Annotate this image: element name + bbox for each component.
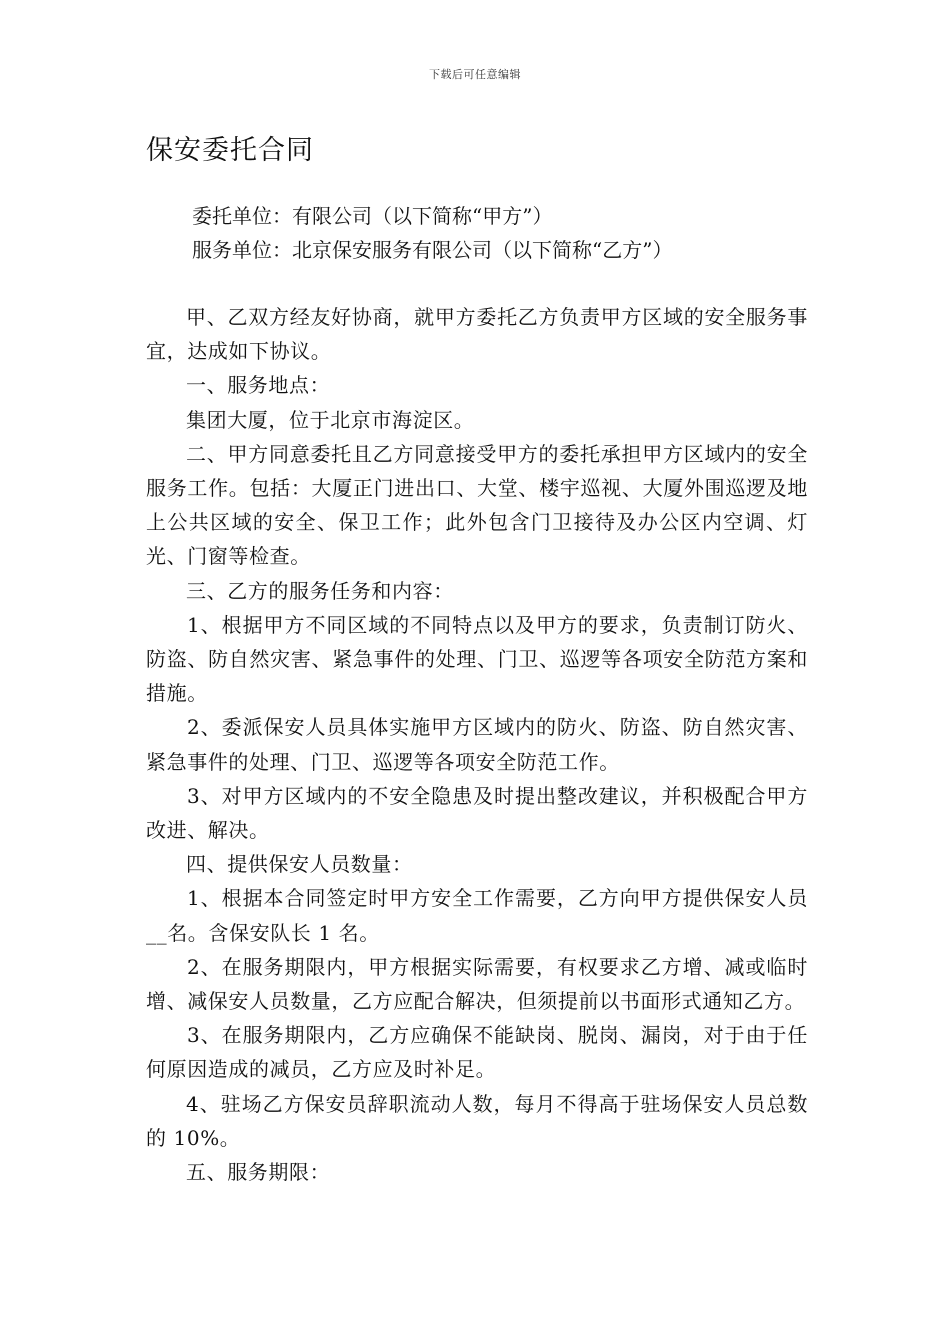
- section-scope-paragraph: 二、甲方同意委托且乙方同意接受甲方的委托承担甲方区域内的安全服务工作。包括：大厦正门进出口、大堂、楼宇巡视、大厦外围巡逻及地上公共区域的安全、保卫工作；此外包含门卫接待及办公区内空调、灯光、门窗等检查。: [146, 441, 808, 569]
- client-party-line: 委托单位：有限公司（以下简称“甲方”）: [192, 204, 553, 228]
- task-item-1: 1、根据甲方不同区域的不同特点以及甲方的要求，负责制订防火、防盗、防自然灾害、紧急事件的处理、门卫、巡逻等各项安全防范方案和措施。: [146, 612, 808, 706]
- contract-body: [146, 300, 808, 1189]
- staffing-item-2: 2、在服务期限内，甲方根据实际需要，有权要求乙方增、减或临时增、减保安人员数量，乙方应配合解决，但须提前以书面形式通知乙方。: [146, 954, 808, 1014]
- staffing-item-1: 1、根据本合同签定时甲方安全工作需要，乙方向甲方提供保安人员__名。含保安队长 1 名。: [146, 886, 808, 945]
- provider-party-line: 服务单位：北京保安服务有限公司（以下简称“乙方”）: [192, 238, 673, 262]
- section-heading-staffing: 四、提供保安人员数量：: [186, 852, 413, 877]
- staffing-item-4: 4、驻场乙方保安员辞职流动人数，每月不得高于驻场保安人员总数的 10%。: [146, 1091, 808, 1150]
- staffing-item-3: 3、在服务期限内，乙方应确保不能缺岗、脱岗、漏岗，对于由于任何原因造成的减员，乙方应及时补足。: [146, 1023, 808, 1082]
- intro-paragraph: 甲、乙双方经友好协商，就甲方委托乙方负责甲方区域的安全服务事宜，达成如下协议。: [146, 305, 808, 364]
- section-heading-service-term: 五、服务期限：: [186, 1160, 331, 1185]
- service-location-paragraph: 集团大厦，位于北京市海淀区。: [186, 407, 475, 432]
- header-note: 下载后可任意编辑: [429, 68, 521, 81]
- document-title: 保安委托合同: [146, 135, 314, 166]
- section-heading-service-location: 一、服务地点：: [186, 373, 331, 398]
- section-heading-tasks: 三、乙方的服务任务和内容：: [186, 578, 454, 603]
- task-item-2: 2、委派保安人员具体实施甲方区域内的防火、防盗、防自然灾害、紧急事件的处理、门卫、巡逻等各项安全防范工作。: [146, 715, 808, 774]
- task-item-3: 3、对甲方区域内的不安全隐患及时提出整改建议，并积极配合甲方改进、解决。: [146, 783, 808, 843]
